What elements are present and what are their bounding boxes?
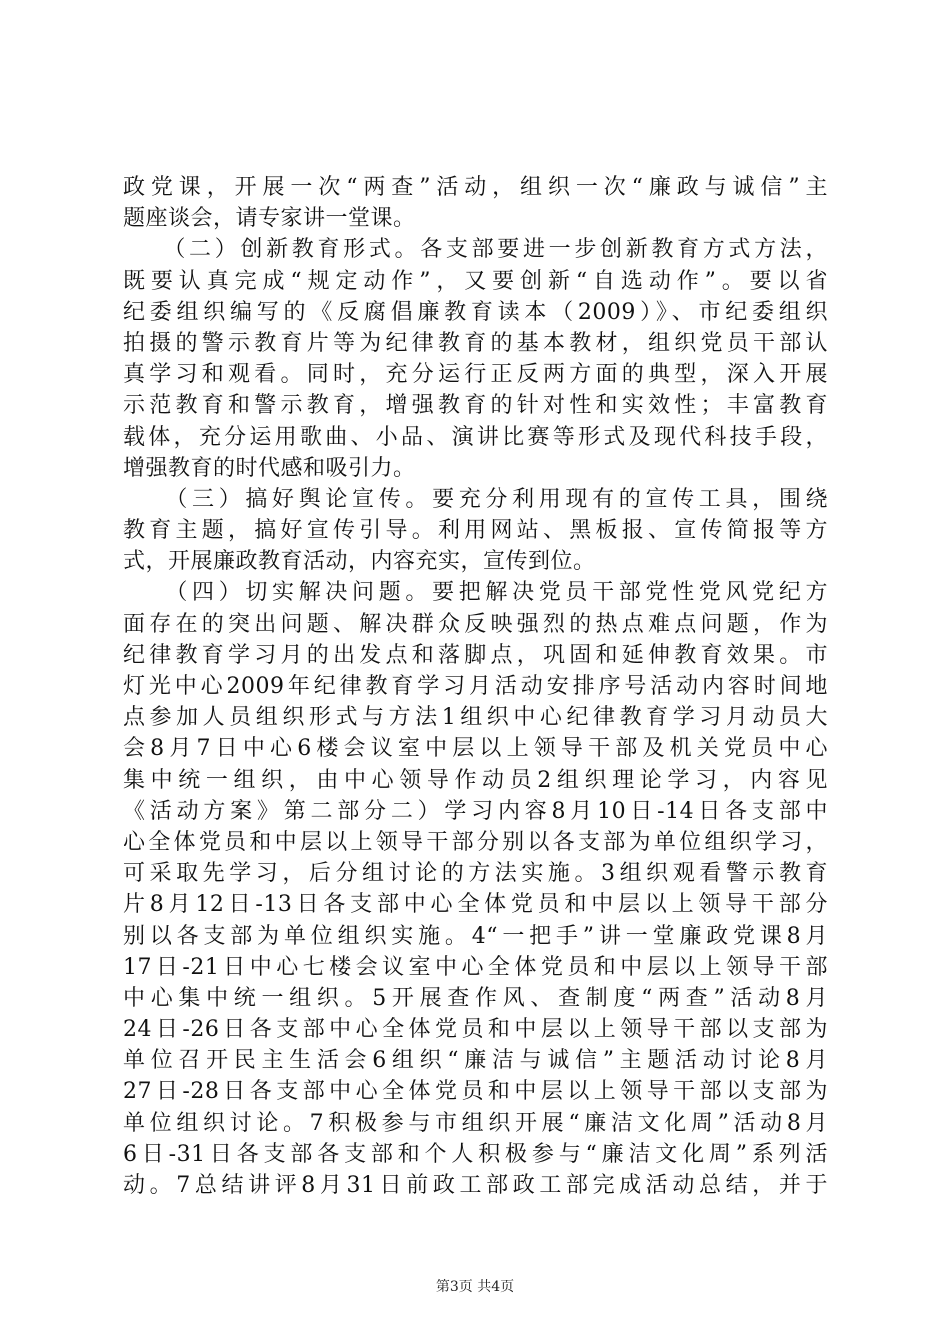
text-line: 纪律教育学习月的出发点和落脚点，巩固和延伸教育效果。市 <box>123 642 828 668</box>
text-line: 题座谈会，请专家讲一堂课。 <box>123 206 416 232</box>
text-line: 式，开展廉政教育活动，内容充实，宣传到位。 <box>123 549 596 575</box>
text-line: 面存在的突出问题、解决群众反映强烈的热点难点问题，作为 <box>123 611 828 637</box>
text-line: 别以各支部为单位组织实施。4“一把手”讲一堂廉政党课8月 <box>123 923 828 949</box>
text-line: 增强教育的时代感和吸引力。 <box>123 455 416 481</box>
text-line: 既要认真完成“规定动作”，又要创新“自选动作”。要以省 <box>123 268 828 294</box>
text-line: 真学习和观看。同时，充分运行正反两方面的典型，深入开展 <box>123 362 828 388</box>
text-line: 24日-26日各支部中心全体党员和中层以上领导干部以支部为 <box>123 1017 828 1043</box>
text-line: 教育主题，搞好宣传引导。利用网站、黑板报、宣传简报等方 <box>123 518 828 544</box>
text-line: 17日-21日中心七楼会议室中心全体党员和中层以上领导干部 <box>123 954 828 980</box>
text-line: 载体，充分运用歌曲、小品、演讲比赛等形式及现代科技手段， <box>123 424 828 450</box>
text-line: 《活动方案》第二部分二）学习内容8月10日-14日各支部中 <box>123 798 828 824</box>
text-line: 中心集中统一组织。5开展查作风、查制度“两查”活动8月 <box>123 985 828 1011</box>
text-line: 点参加人员组织形式与方法1组织中心纪律教育学习月动员大 <box>123 705 828 731</box>
text-line: 会8月7日中心6楼会议室中层以上领导干部及机关党员中心 <box>123 736 828 762</box>
text-line: 可采取先学习，后分组讨论的方法实施。3组织观看警示教育 <box>123 861 828 887</box>
text-line: 单位召开民主生活会6组织“廉洁与诚信”主题活动讨论8月 <box>123 1048 828 1074</box>
text-line: 6日-31日各支部各支部和个人积极参与“廉洁文化周”系列活 <box>123 1141 828 1167</box>
text-line: 片8月12日-13日各支部中心全体党员和中层以上领导干部分 <box>123 892 828 918</box>
text-line: （二）创新教育形式。各支部要进一步创新教育方式方法， <box>123 237 828 263</box>
page-footer: 第3页 共4页 <box>435 1279 515 1295</box>
text-line: 灯光中心2009年纪律教育学习月活动安排序号活动内容时间地 <box>123 674 828 699</box>
text-line: 示范教育和警示教育，增强教育的针对性和实效性；丰富教育 <box>123 393 828 419</box>
text-line: 政党课，开展一次“两查”活动，组织一次“廉政与诚信”主 <box>123 175 828 200</box>
text-line: 单位组织讨论。7积极参与市组织开展“廉洁文化周”活动8月 <box>123 1110 828 1136</box>
text-line: 集中统一组织，由中心领导作动员2组织理论学习，内容见 <box>123 767 828 793</box>
text-line: 动。7总结讲评8月31日前政工部政工部完成活动总结，并于 <box>123 1173 828 1198</box>
text-line: （四）切实解决问题。要把解决党员干部党性党风党纪方 <box>123 580 828 606</box>
text-line: 27日-28日各支部中心全体党员和中层以上领导干部以支部为 <box>123 1079 828 1105</box>
text-line: （三）搞好舆论宣传。要充分利用现有的宣传工具，围绕 <box>123 486 828 512</box>
text-line: 拍摄的警示教育片等为纪律教育的基本教材，组织党员干部认 <box>123 330 828 356</box>
text-line: 纪委组织编写的《反腐倡廉教育读本（2009）》、市纪委组织 <box>123 299 828 325</box>
text-line: 心全体党员和中层以上领导干部分别以各支部为单位组织学习， <box>123 829 828 855</box>
body-text <box>123 172 828 1201</box>
